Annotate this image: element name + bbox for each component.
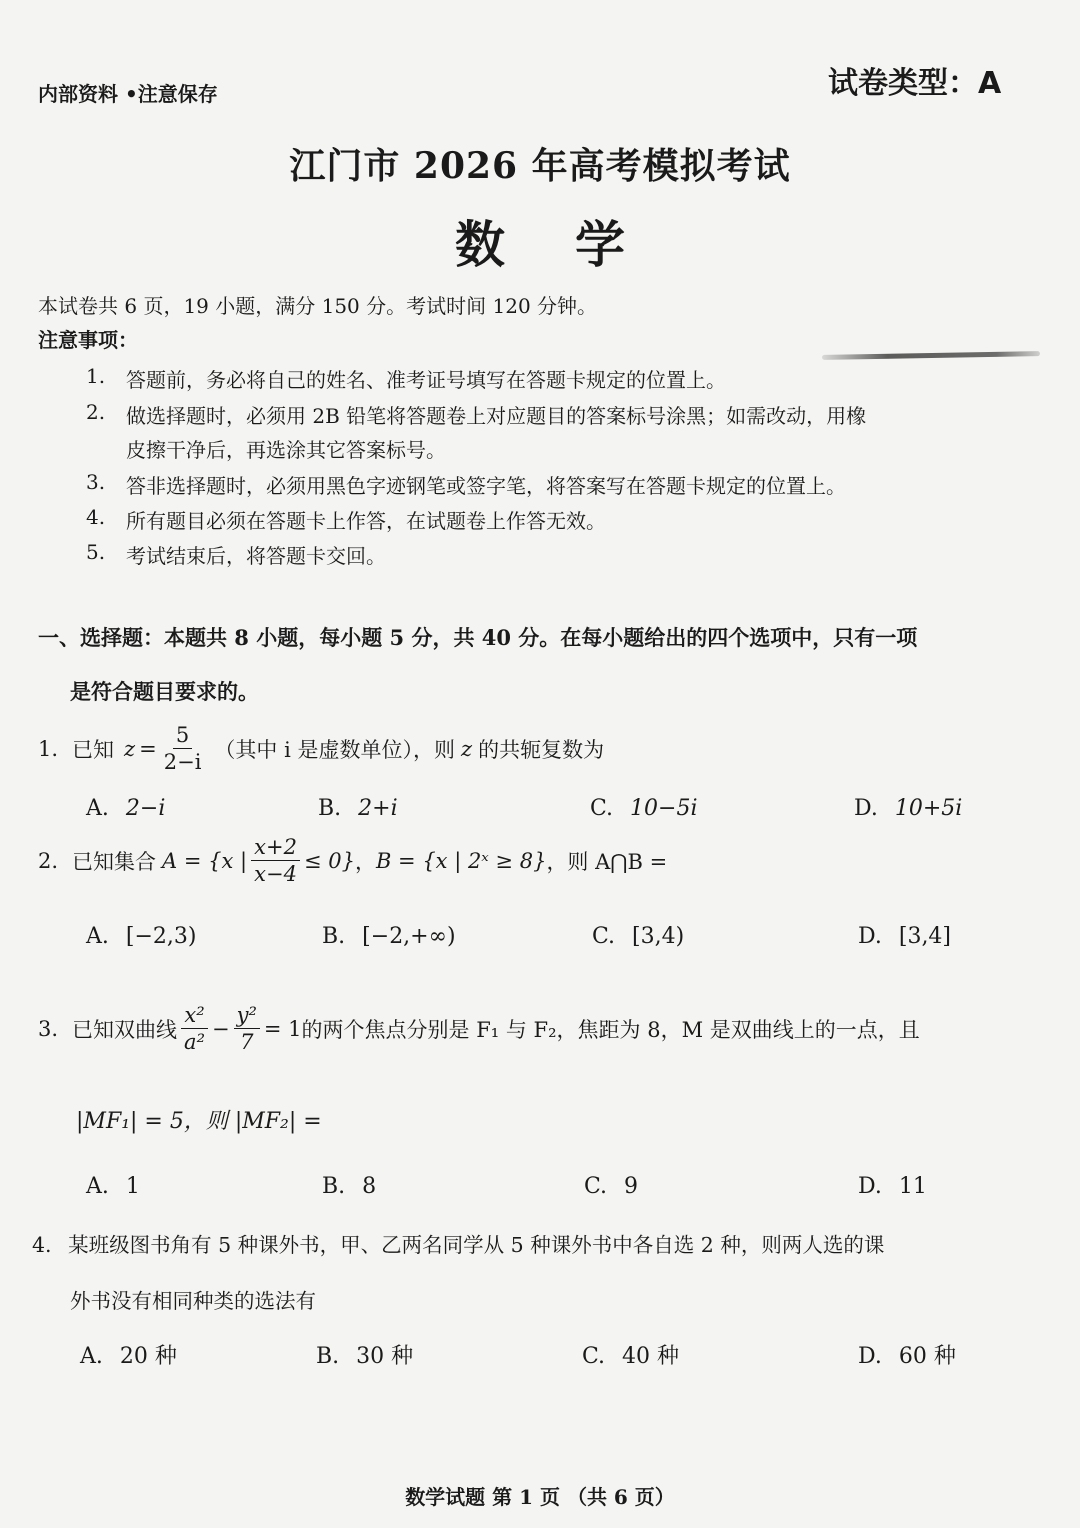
question-2-set-a-start: A = {x | — [162, 848, 248, 873]
question-1-option-c — [590, 796, 698, 821]
question-2-set-a-end: ≤ 0} — [303, 848, 355, 873]
question-3-line-2: |MF₁| = 5，则 |MF₂| = — [76, 1109, 322, 1134]
option-text: 11 — [898, 1174, 927, 1199]
paper-overview: 本试卷共 6 页，19 小题，满分 150 分。考试时间 120 分钟。 — [38, 294, 598, 318]
confidential-label: 内部资料 •注意保存 — [38, 82, 218, 106]
exam-title: 江门市 2026 年高考模拟考试 — [289, 145, 791, 187]
question-1-var: z — [124, 736, 136, 761]
paper-type-label: 试卷类型：A — [828, 66, 1002, 101]
subject-char-2: 学 — [575, 216, 625, 274]
question-3 — [38, 1004, 920, 1053]
question-2-fraction — [251, 836, 300, 885]
question-1-frac-den: 2−i — [163, 750, 202, 775]
question-4-line-2: 外书没有相同种类的选法有 — [70, 1289, 316, 1313]
question-2-option-d — [858, 924, 951, 949]
question-1-prefix: 已知 — [72, 737, 115, 762]
option-label: D. — [858, 924, 882, 949]
notice-num-2: 2. — [86, 400, 106, 424]
question-2-number: 2. — [38, 848, 59, 873]
notice-item-2-line-1: 做选择题时，必须用 2B 铅笔将答题卷上对应题目的答案标号涂黑；如需改动，用橡 — [126, 404, 867, 428]
option-text: 2−i — [125, 796, 166, 821]
notice-item-2-line-2: 皮擦干净后，再选涂其它答案标号。 — [126, 438, 446, 462]
option-text: [−2,3) — [125, 924, 197, 949]
question-4-option-b — [316, 1339, 413, 1370]
question-2-set-b: B = {x | 2ˣ ≥ 8} — [375, 848, 547, 873]
subject-title — [0, 205, 1080, 277]
option-text: 20 种 — [119, 1344, 177, 1369]
question-2-frac-num: x+2 — [251, 836, 300, 861]
question-1 — [38, 724, 604, 773]
question-3-frac1-num: x² — [181, 1004, 207, 1029]
question-2-option-a — [86, 924, 196, 949]
question-1-frac-num: 5 — [173, 724, 192, 749]
question-3-prefix: 已知双曲线 — [72, 1017, 178, 1042]
question-1-number: 1. — [38, 736, 59, 761]
question-3-option-c — [584, 1174, 638, 1199]
question-2 — [38, 836, 667, 885]
option-text: 8 — [362, 1174, 377, 1199]
question-3-option-b — [322, 1174, 376, 1199]
question-1-suffix: （其中 i 是虚数单位），则 — [214, 737, 455, 762]
option-text: [−2,+∞) — [362, 924, 456, 949]
question-1-var-2: z — [461, 736, 473, 761]
question-2-prefix: 已知集合 — [72, 849, 157, 874]
question-1-suffix-2: 的共轭复数为 — [478, 737, 605, 762]
option-text: 40 种 — [622, 1344, 680, 1369]
option-label: B. — [322, 924, 346, 949]
question-4-option-a — [80, 1339, 177, 1370]
option-label: C. — [590, 796, 614, 821]
option-label: A. — [86, 924, 109, 949]
option-label: C. — [584, 1174, 608, 1199]
notice-item-1: 答题前，务必将自己的姓名、准考证号填写在答题卡规定的位置上。 — [126, 368, 726, 392]
question-1-eq: = — [139, 736, 157, 761]
notice-num-1: 1. — [86, 364, 106, 388]
option-label: B. — [322, 1174, 346, 1199]
notice-item-5: 考试结束后，将答题卡交回。 — [126, 544, 386, 568]
question-3-fraction-2 — [234, 1004, 260, 1053]
option-label: B. — [316, 1344, 340, 1369]
question-3-fraction-1 — [181, 1004, 208, 1053]
option-label: A. — [80, 1344, 103, 1369]
question-3-number: 3. — [38, 1016, 59, 1041]
question-4-option-c — [582, 1339, 679, 1370]
notice-num-5: 5. — [86, 540, 106, 564]
question-1-option-a — [86, 796, 165, 821]
question-3-frac2-den: 7 — [240, 1030, 254, 1055]
question-4-number: 4. — [32, 1233, 52, 1257]
option-text: [3,4] — [898, 924, 952, 949]
question-4-line-1: 某班级图书角有 5 种课外书，甲、乙两名同学从 5 种课外书中各自选 2 种，则两人选的课 — [68, 1233, 885, 1257]
question-2-option-b — [322, 924, 456, 949]
notice-item-3: 答非选择题时，必须用黑色字迹钢笔或签字笔，将答案写在答题卡规定的位置上。 — [126, 474, 846, 498]
question-1-fraction — [161, 724, 205, 773]
option-label: C. — [582, 1344, 606, 1369]
notice-item-4: 所有题目必须在答题卡上作答，在试题卷上作答无效。 — [126, 509, 606, 533]
option-label: D. — [858, 1174, 882, 1199]
option-text: 2+i — [358, 796, 398, 821]
notice-title: 注意事项： — [38, 328, 138, 352]
question-2-option-c — [592, 924, 684, 949]
subject-char-1: 数 — [455, 216, 505, 274]
option-text: 10+5i — [894, 796, 963, 821]
question-3-frac1-den: a² — [184, 1030, 205, 1055]
option-label: C. — [592, 924, 616, 949]
notice-num-3: 3. — [86, 470, 106, 494]
pen-stroke-mark — [822, 351, 1040, 360]
question-2-sep: ， — [354, 849, 376, 874]
option-label: A. — [86, 1174, 109, 1199]
option-text: 1 — [125, 1174, 140, 1199]
question-2-frac-den: x−4 — [254, 862, 297, 887]
question-3-frac2-num: y² — [234, 1004, 260, 1029]
option-text: [3,4) — [632, 924, 685, 949]
section-heading-line-2: 是符合题目要求的。 — [70, 679, 259, 704]
option-label: D. — [854, 796, 878, 821]
question-1-option-b — [318, 796, 398, 821]
question-4-option-d — [858, 1339, 956, 1370]
section-heading: 一、选择题：本题共 8 小题，每小题 5 分，共 40 分。在每小题给出的四个选项中，只有一项 — [38, 625, 918, 650]
option-text: 10−5i — [630, 796, 698, 821]
option-label: B. — [318, 796, 342, 821]
option-text: 60 种 — [898, 1344, 956, 1369]
question-3-option-a — [86, 1174, 140, 1199]
question-1-option-d — [854, 796, 962, 821]
option-text: 9 — [624, 1174, 639, 1199]
question-3-option-d — [858, 1174, 927, 1199]
option-label: A. — [86, 796, 109, 821]
question-2-tail: ，则 A⋂B = — [546, 849, 668, 874]
option-text: 30 种 — [356, 1344, 414, 1369]
question-3-minus: − — [212, 1016, 230, 1041]
question-3-eq: = 1 — [263, 1016, 302, 1041]
notice-num-4: 4. — [86, 505, 106, 529]
question-3-rest: 的两个焦点分别是 F₁ 与 F₂，焦距为 8，M 是双曲线上的一点，且 — [301, 1017, 920, 1042]
option-label: D. — [858, 1344, 882, 1369]
page-footer: 数学试题 第 1 页 （共 6 页） — [405, 1485, 675, 1509]
question-4 — [32, 1228, 884, 1258]
